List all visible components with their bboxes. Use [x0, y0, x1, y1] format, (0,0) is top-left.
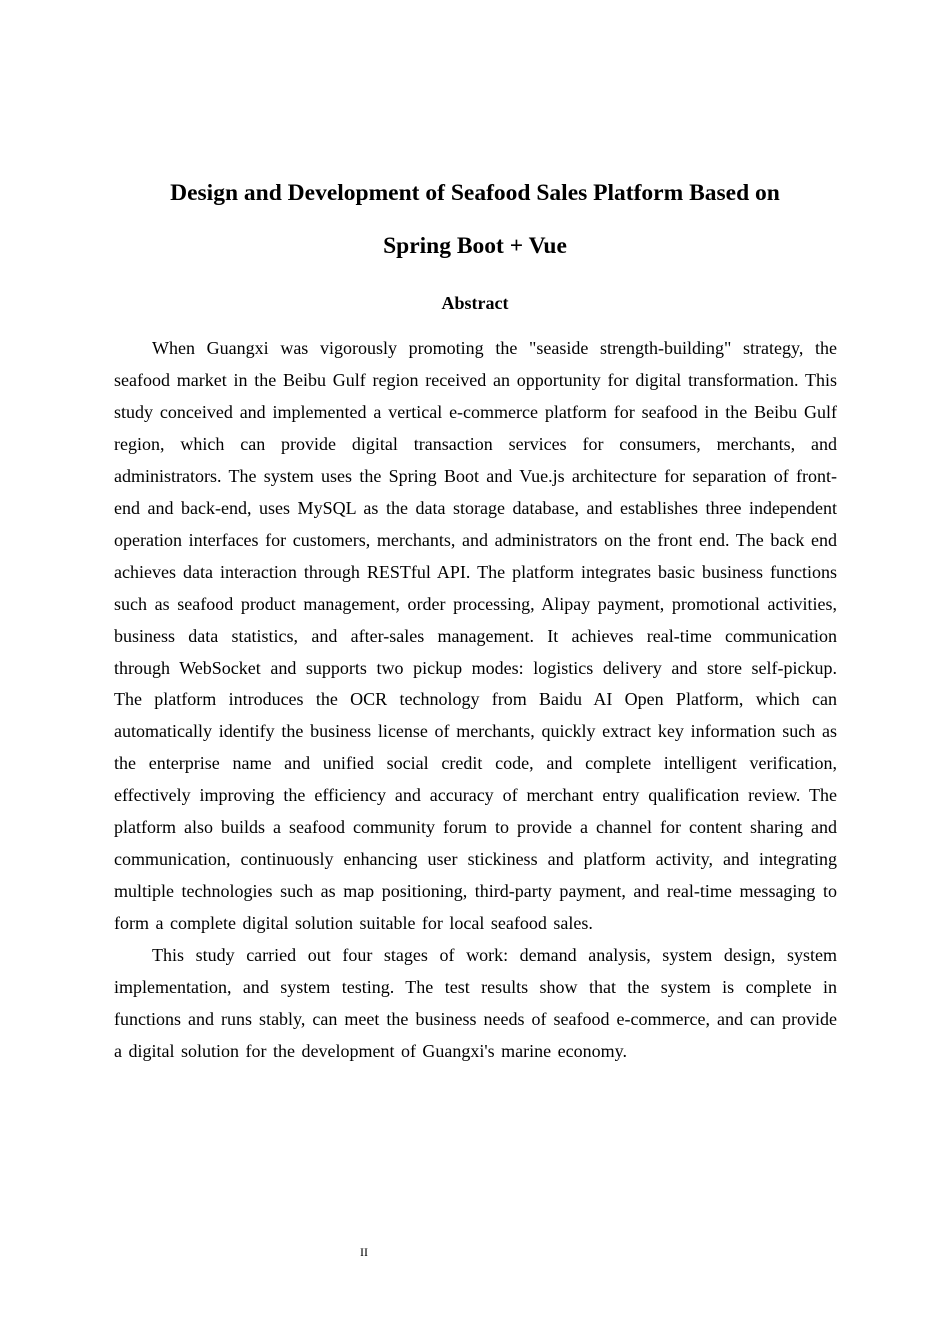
- abstract-heading: Abstract: [441, 293, 509, 313]
- abstract-paragraph-2: This study carried out four stages of work: demand analysis, system design, system implementation, and system testing. The test results show that the system is complete in functions and runs stably, can meet the business needs of seafood e-commerce, and can provide a digital solution for the development of Guangxi's marine economy.: [114, 945, 837, 1061]
- abstract-body: [114, 333, 837, 1068]
- paper-title-line-2: Spring Boot + Vue: [383, 233, 567, 259]
- paper-title-line-1: Design and Development of Seafood Sales Platform Based on: [170, 180, 780, 206]
- abstract-paragraph-1: When Guangxi was vigorously promoting the "seaside strength-building" strategy, the seafood market in the Beibu Gulf region received an opportunity for digital transformation. This study conceived and implemented a vertical e-commerce platform for seafood in the Beibu Gulf region, which can provide digital transaction services for consumers, merchants, and administrators. The system uses the Spring Boot and Vue.js architecture for separation of front-end and back-end, uses MySQL as the data storage database, and establishes three independent operation interfaces for customers, merchants, and administrators on the front end. The back end achieves data interaction through RESTful API. The platform integrates basic business functions such as seafood product management, order processing, Alipay payment, promotional activities, business data statistics, and after-sales management. It achieves real-time communication through WebSocket and supports two pickup modes: logistics delivery and store self-pickup. The platform introduces the OCR technology from Baidu AI Open Platform, which can automatically identify the business license of merchants, quickly extract key information such as the enterprise name and unified social credit code, and complete intelligent verification, effectively improving the efficiency and accuracy of merchant entry qualification review. The platform also builds a seafood community forum to provide a channel for content sharing and communication, continuously enhancing user stickiness and platform activity, and integrating multiple technologies such as map positioning, third-party payment, and real-time messaging to form a complete digital solution suitable for local seafood sales.: [114, 338, 837, 934]
- page-number: II: [360, 1245, 368, 1259]
